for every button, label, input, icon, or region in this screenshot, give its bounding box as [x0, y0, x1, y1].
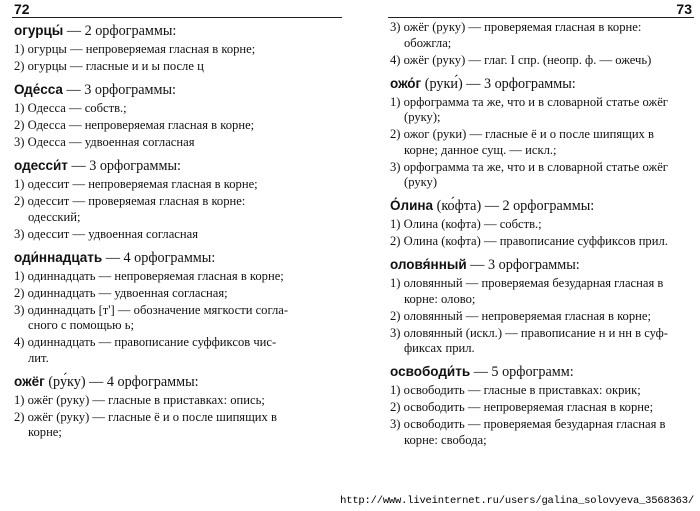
- orthogram-item: [390, 53, 694, 69]
- orthogram-item: [14, 59, 336, 75]
- headword: Оде́сса: [14, 82, 63, 97]
- item-continuation: (руку): [404, 175, 438, 189]
- orthogram-item: [14, 303, 336, 334]
- right-page: [352, 0, 700, 511]
- headword: оди́ннадцать: [14, 249, 103, 265]
- header-rule-right: [388, 17, 694, 18]
- item-line: 2) одессит — проверяемая гласная в корне:: [14, 194, 246, 208]
- orthogram-count: (руки́) — 3 орфограммы:: [424, 75, 576, 92]
- orthogram-count: — 4 орфограммы:: [105, 249, 216, 266]
- item-line: 3) ожёг (руку) — проверяемая гласная в корне:: [390, 20, 642, 34]
- orthogram-item: [14, 194, 336, 225]
- watermark-url: http://www.liveinternet.ru/users/galina_solovyeva_3568363/: [340, 495, 694, 507]
- headword: ожо́г: [390, 75, 422, 91]
- entry-heading: [14, 373, 336, 391]
- headword: О́лина: [390, 198, 434, 213]
- item-continuation: фиксах прил.: [404, 341, 475, 355]
- headword: огурцы́: [14, 23, 64, 38]
- item-continuation: обожгла;: [404, 35, 452, 50]
- item-line: 1) одиннадцать — непроверяемая гласная в корне;: [14, 268, 284, 283]
- entry-gap: [390, 450, 694, 455]
- item-line: 3) оловянный (искл.) — правописание н и нн в суф-: [390, 325, 668, 340]
- item-line: 4) ожёг (руку) — глаг. I спр. (неопр. ф. — ожечь): [390, 52, 652, 67]
- item-line: 2) огурцы — гласные и и ы после ц: [14, 59, 204, 73]
- item-line: 3) Одесса — удвоенная согласная: [14, 135, 195, 149]
- orthogram-count: — 3 орфограммы:: [470, 257, 580, 273]
- headword: ожёг: [14, 373, 45, 389]
- item-line: 4) одиннадцать — правописание суффиксов чис-: [14, 335, 277, 349]
- orthogram-item: [14, 393, 336, 409]
- page-number-left: 72: [14, 1, 30, 17]
- orthogram-count: — 5 орфограмм:: [473, 364, 574, 380]
- orthogram-item: [14, 227, 336, 243]
- orthogram-item: [14, 410, 336, 441]
- item-continuation: лит.: [28, 350, 49, 365]
- orthogram-item: [390, 400, 694, 416]
- right-page-content: [390, 20, 694, 455]
- entry-heading: [390, 256, 694, 274]
- orthogram-item: [390, 326, 694, 357]
- item-line: 2) Одесса — непроверяемая гласная в корне;: [14, 118, 255, 132]
- item-continuation: корне; данное сущ. — искл.;: [404, 142, 557, 157]
- item-line: 1) ожёг (руку) — гласные в приставках: опись;: [14, 392, 265, 407]
- page-number-right: 73: [676, 1, 692, 17]
- entry-heading: [390, 363, 694, 381]
- item-continuation: корне: свобода;: [404, 432, 487, 447]
- orthogram-item: [390, 309, 694, 325]
- orthogram-count: (ру́ку) — 4 орфограммы:: [48, 373, 199, 390]
- orthogram-count: — 2 орфограммы:: [66, 23, 177, 39]
- entry-heading: [390, 75, 694, 93]
- orthogram-item: [14, 335, 336, 366]
- item-line: 3) орфограмма та же, что и в словарной статье ожёг: [390, 159, 668, 174]
- entry-heading: [14, 157, 336, 175]
- orthogram-item: [390, 276, 694, 307]
- header-rule-left: [12, 17, 342, 18]
- item-continuation: одесский;: [28, 209, 81, 224]
- entry-heading: [14, 81, 336, 99]
- item-line: 1) оловянный — проверяемая безударная гласная в: [390, 276, 664, 290]
- orthogram-count: (ко́фта) — 2 орфограммы:: [436, 198, 595, 214]
- orthogram-item: [390, 383, 694, 399]
- entry-gap: [14, 442, 336, 447]
- left-page-content: [14, 22, 336, 447]
- orthogram-item: [14, 42, 336, 58]
- entry-heading: [14, 249, 336, 267]
- headword: освободи́ть: [390, 364, 471, 379]
- item-line: 3) освободить — проверяемая безударная гласная в: [390, 417, 666, 431]
- orthogram-item: [14, 118, 336, 134]
- orthogram-item: [14, 269, 336, 285]
- item-line: 2) одиннадцать — удвоенная согласная;: [14, 285, 228, 300]
- item-continuation: сного с помощью ь;: [28, 318, 134, 332]
- item-line: 3) одессит — удвоенная согласная: [14, 226, 199, 241]
- item-continuation: (руку);: [404, 110, 441, 124]
- item-line: 2) Олина (кофта) — правописание суффиксов прил.: [390, 234, 668, 248]
- orthogram-item: [390, 127, 694, 158]
- item-line: 1) Одесса — собств.;: [14, 101, 127, 115]
- item-line: 1) орфограмма та же, что и в словарной статье ожёг: [390, 94, 668, 109]
- orthogram-item: [14, 286, 336, 302]
- item-line: 1) освободить — гласные в приставках: окрик;: [390, 383, 641, 397]
- orthogram-item: [390, 20, 694, 51]
- item-line: 1) Олина (кофта) — собств.;: [390, 217, 542, 231]
- orthogram-item: [390, 234, 694, 250]
- item-line: 2) ожог (руки) — гласные ё и о после шипящих в: [390, 127, 654, 141]
- item-continuation: корне: олово;: [404, 291, 476, 306]
- item-line: 2) оловянный — непроверяемая гласная в корне;: [390, 308, 651, 323]
- entry-heading: [390, 197, 694, 215]
- item-line: 2) ожёг (руку) — гласные ё и о после шипящих в: [14, 409, 277, 424]
- orthogram-item: [14, 101, 336, 117]
- orthogram-item: [14, 135, 336, 151]
- orthogram-item: [14, 177, 336, 193]
- orthogram-item: [390, 417, 694, 448]
- entry-heading: [14, 22, 336, 40]
- orthogram-count: — 3 орфограммы:: [71, 158, 181, 174]
- orthogram-item: [390, 95, 694, 126]
- item-line: 1) огурцы — непроверяемая гласная в корне;: [14, 42, 256, 56]
- left-page: [0, 0, 348, 511]
- headword: оловя́нный: [390, 257, 467, 272]
- headword: одесси́т: [14, 158, 68, 173]
- item-line: 3) одиннадцать [т'] — обозначение мягкости согла-: [14, 302, 289, 317]
- orthogram-item: [390, 217, 694, 233]
- item-line: 1) одессит — непроверяемая гласная в корне;: [14, 177, 258, 191]
- orthogram-count: — 3 орфограммы:: [66, 82, 176, 98]
- item-line: 2) освободить — непроверяемая гласная в корне;: [390, 400, 654, 414]
- orthogram-item: [390, 160, 694, 191]
- item-continuation: корне;: [28, 425, 62, 439]
